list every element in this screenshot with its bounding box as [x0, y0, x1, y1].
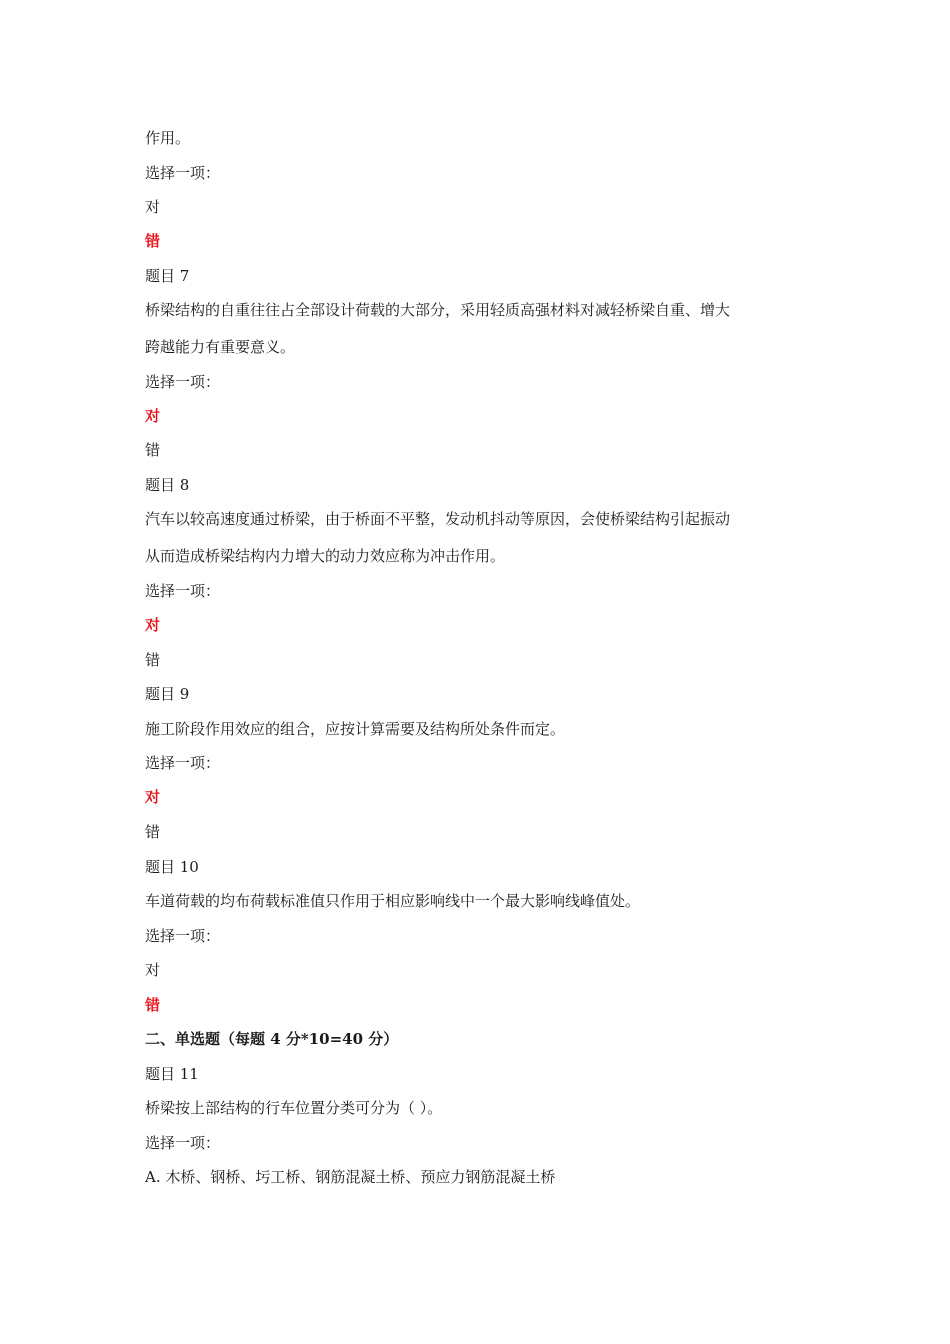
question-8-text-line-2: 从而造成桥梁结构内力增大的动力效应称为冲击作用。 — [145, 547, 506, 565]
question-11-text-line-1: 桥梁按上部结构的行车位置分类可分为（ ）。 — [145, 1099, 443, 1117]
question-10-text-line-1: 车道荷载的均布荷载标准值只作用于相应影响线中一个最大影响线峰值处。 — [145, 892, 641, 910]
question-10-option-false-selected: 错 — [145, 996, 161, 1014]
question-6-text-end: 作用。 — [145, 129, 191, 147]
question-10-option-true: 对 — [145, 961, 161, 979]
question-8-prompt: 选择一项： — [145, 582, 221, 600]
question-7-text-line-1: 桥梁结构的自重往往占全部设计荷载的大部分，采用轻质高强材料对减轻桥梁自重、增大 — [145, 301, 731, 319]
question-8-option-false: 错 — [145, 651, 161, 669]
question-8-title: 题目 8 — [145, 476, 190, 494]
question-10-prompt: 选择一项： — [145, 927, 221, 945]
question-8-text-line-1: 汽车以较高速度通过桥梁，由于桥面不平整，发动机抖动等原因，会使桥梁结构引起振动 — [145, 510, 731, 528]
question-7-title: 题目 7 — [145, 267, 190, 285]
question-9-prompt: 选择一项： — [145, 754, 221, 772]
question-9-text-line-1: 施工阶段作用效应的组合，应按计算需要及结构所处条件而定。 — [145, 720, 566, 738]
question-6-option-false-selected: 错 — [145, 232, 161, 250]
question-6-prompt: 选择一项： — [145, 164, 221, 182]
question-11-option-a: A. 木桥、钢桥、圬工桥、钢筋混凝土桥、预应力钢筋混凝土桥 — [145, 1168, 556, 1186]
question-7-option-true-selected: 对 — [145, 407, 161, 425]
question-7-prompt: 选择一项： — [145, 373, 221, 391]
question-7-option-false: 错 — [145, 441, 161, 459]
question-11-prompt: 选择一项： — [145, 1134, 221, 1152]
question-6-option-true: 对 — [145, 198, 161, 216]
question-11-title: 题目 11 — [145, 1065, 199, 1083]
question-10-title: 题目 10 — [145, 858, 199, 876]
question-9-option-false: 错 — [145, 823, 161, 841]
question-9-title: 题目 9 — [145, 685, 190, 703]
question-9-option-true-selected: 对 — [145, 788, 161, 806]
section-heading-single-choice: 二、单选题（每题 4 分*10=40 分） — [145, 1030, 399, 1048]
question-7-text-line-2: 跨越能力有重要意义。 — [145, 338, 296, 356]
question-8-option-true-selected: 对 — [145, 616, 161, 634]
